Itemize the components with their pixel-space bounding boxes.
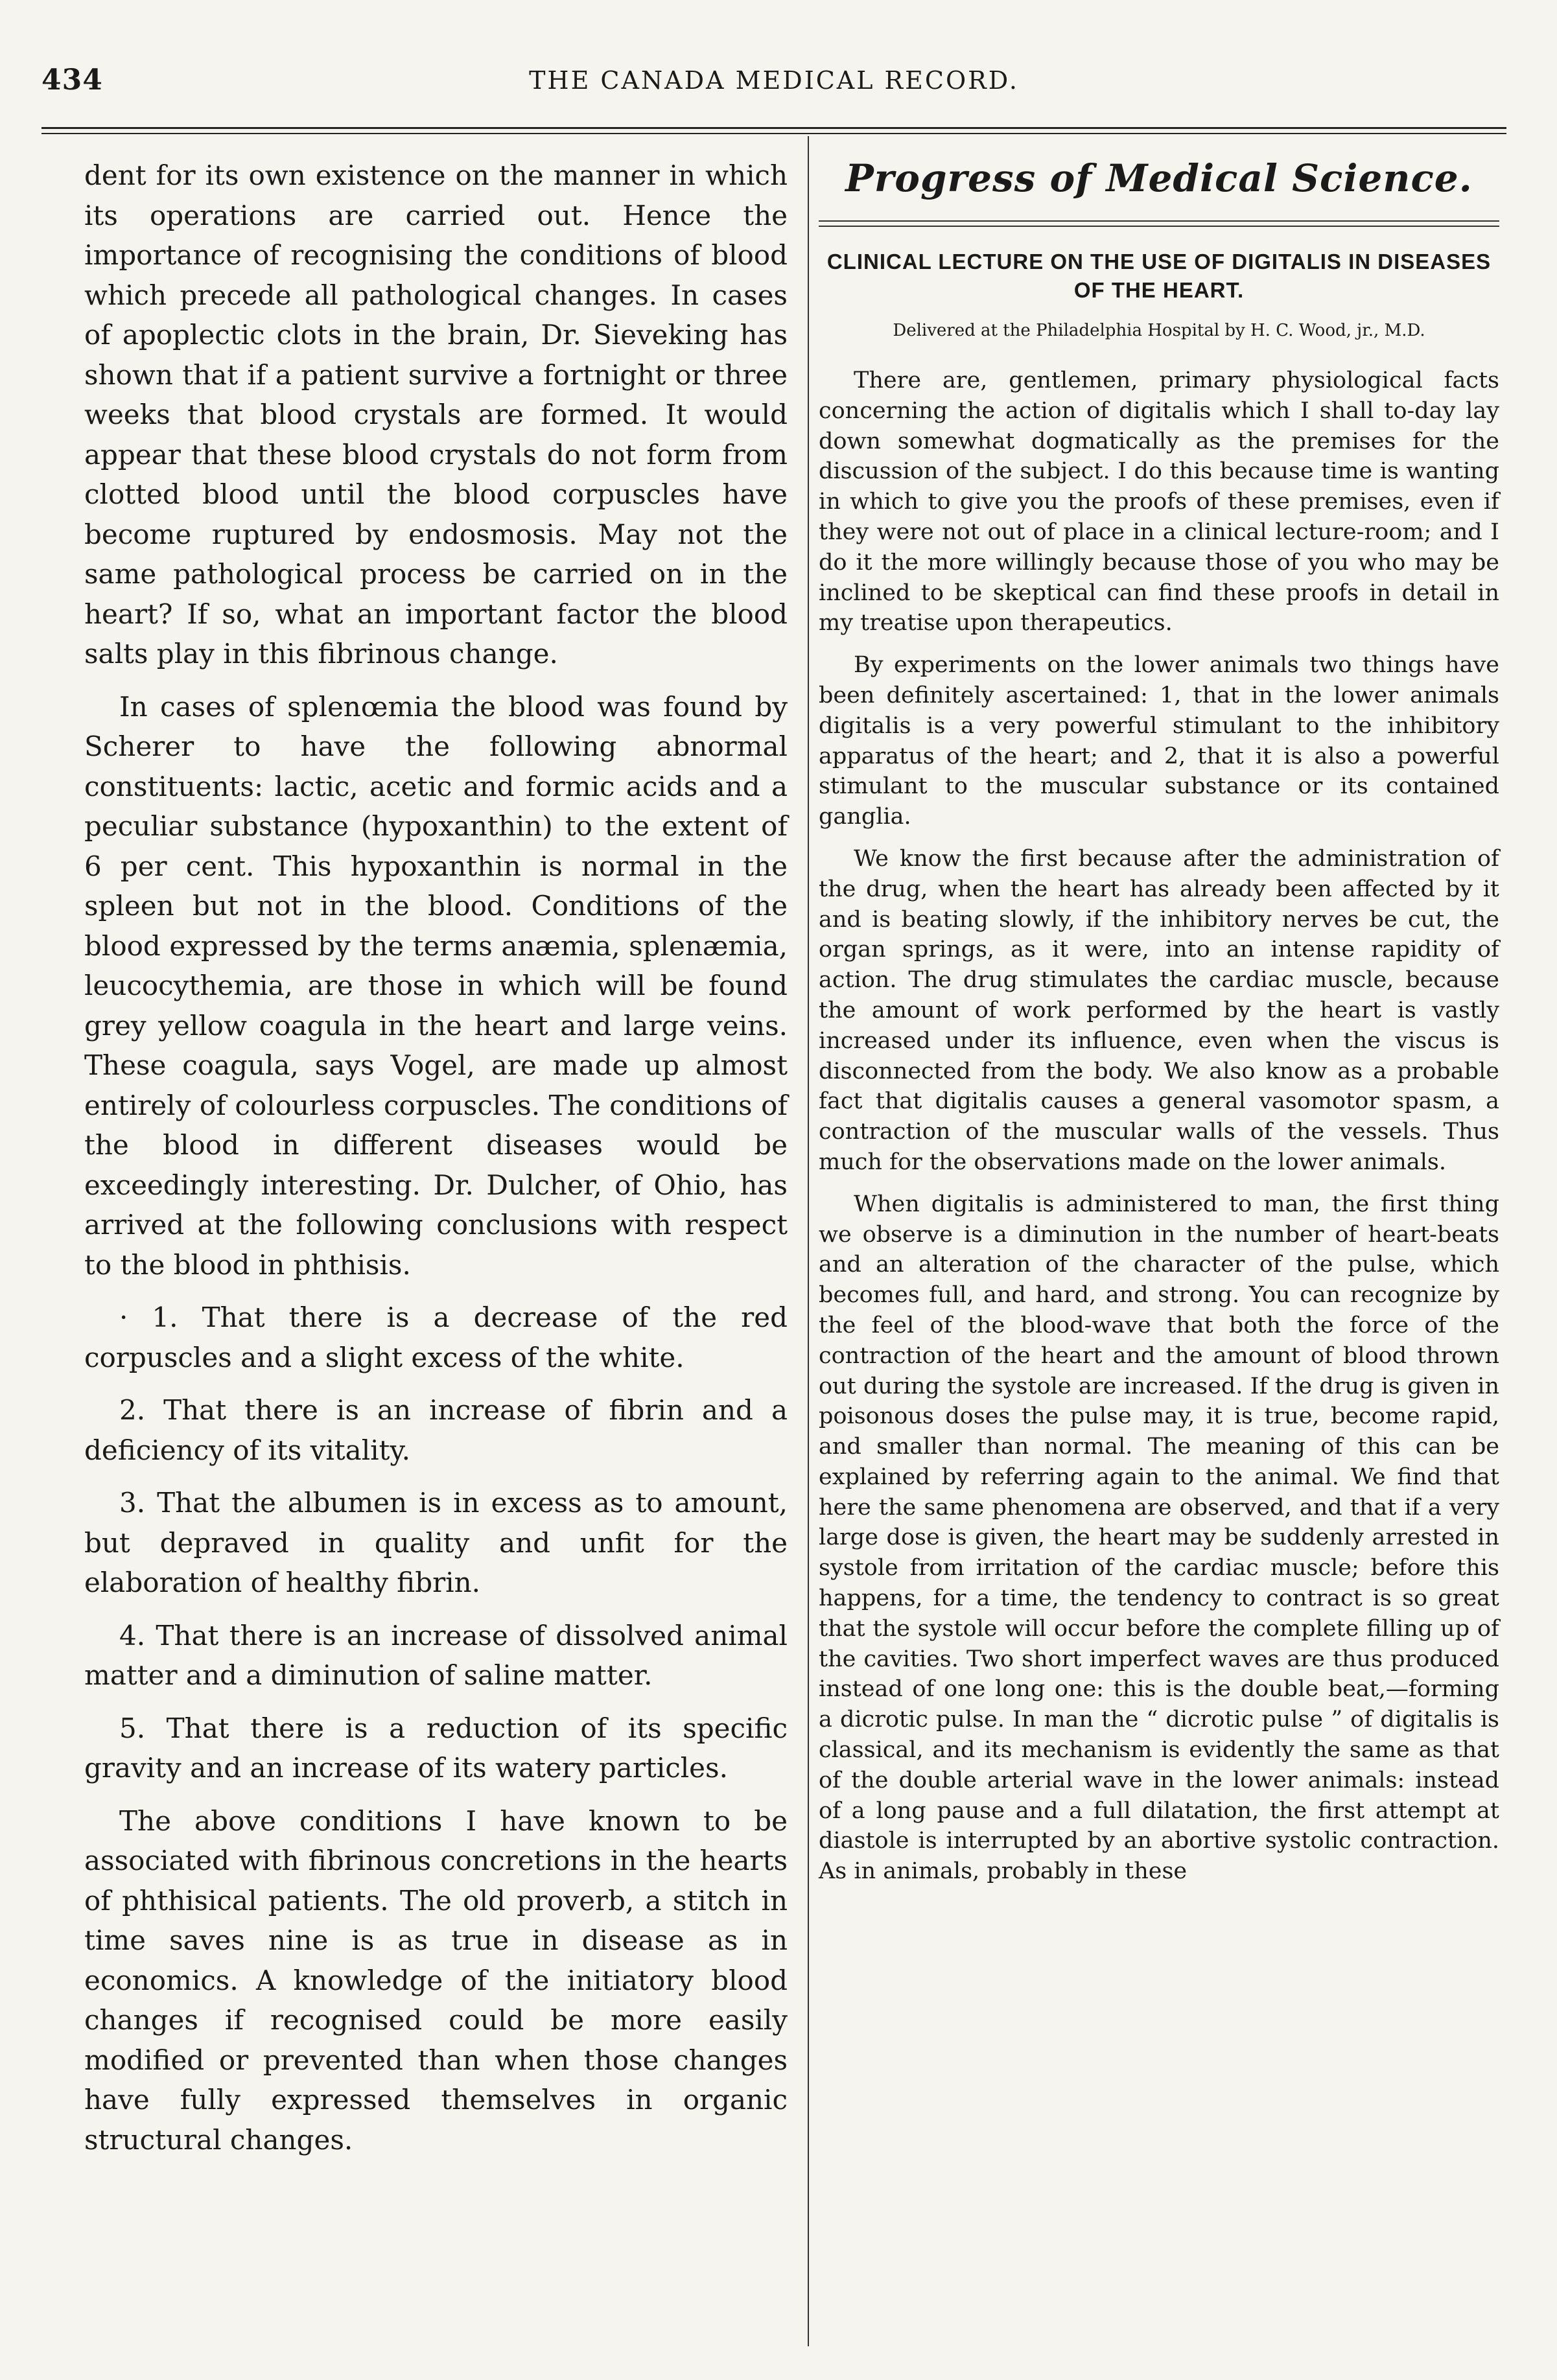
list-item: 4. That there is an increase of dissolved animal matter and a diminution of saline matter.	[84, 1619, 788, 1691]
list-item: · 1. That there is a decrease of the red corpuscles and a slight excess of the white.	[84, 1301, 788, 1373]
paragraph: By experiments on the lower animals two things have been definitely ascertained: 1, that in the lower animals digitalis is a very powerful stimulant to the inhibitory apparatus of the heart; and 2, that it is also a powerful stimulant to the muscular substance or its contained ganglia.	[819, 652, 1499, 830]
page-number: 434	[41, 64, 103, 97]
paragraph: When digitalis is administered to man, the first thing we observe is a diminution in the number of heart-beats and an alteration of the character of the pulse, which becomes full, and hard, and strong. You can recognize by the feel of the blood-wave that both the force of the contraction of the heart and the amount of blood thrown out during the systole are increased. If the drug is given in poisonous doses the pulse may, it is true, become rapid, and smaller than normal. The meaning of this can be explained by referring again to the animal. We find that here the same phenomena are observed, and that if a very large dose is given, the heart may be suddenly arrested in systole from irritation of the cardiac muscle; before this happens, for a time, the tendency to contract is so great that the systole will occur before the complete filling up of the cavities. Two short imperfect waves are thus produced instead of one long one: this is the double beat,—forming a dicrotic pulse. In man the “ dicrotic pulse ” of digitalis is classical, and its mechanism is evidently the same as that of the double arterial wave in the lower animals: instead of a long pause and a full dilatation, the first attempt at diastole is interrupted by an abortive systolic contraction. As in animals, probably in these	[819, 1191, 1499, 1885]
paragraph: We know the first because after the administration of the drug, when the heart has already been affected by it and is beating slowly, if the inhibitory nerves be cut, the organ springs, as it were, into an intense rapidity of action. The drug stimulates the cardiac muscle, because the amount of work performed by the heart is vastly increased under its influence, even when the viscus is disconnected from the body. We also know as a probable fact that digitalis causes a general vasomotor spasm, a contraction of the muscular walls of the vessels. Thus much for the observations made on the lower animals.	[819, 845, 1499, 1175]
journal-title: THE CANADA MEDICAL RECORD.	[529, 66, 1019, 95]
header-rule-bottom	[41, 133, 1506, 134]
paragraph: In cases of splenœmia the blood was found by Scherer to have the following abnormal constituents: lactic, acetic and formic acids and a peculiar substance (hypoxanthin) to the extent of 6 per cent. This hypoxanthin is normal in the spleen but not in the blood. Conditions of the blood expressed by the terms anæmia, splenæmia, leucocythemia, are those in which will be found grey yellow coagula in the heart and large veins. These coagula, says Vogel, are made up almost entirely of colourless corpuscles. The conditions of the blood in different diseases would be exceedingly interesting. Dr. Dulcher, of Ohio, has arrived at the following conclusions with respect to the blood in phthisis.	[84, 690, 788, 1281]
list-item: 5. That there is a reduction of its specific gravity and an increase of its watery particles.	[84, 1712, 788, 1784]
byline: Delivered at the Philadelphia Hospital by H. C. Wood, jr., M.D.	[893, 321, 1425, 340]
list-item: 3. That the albumen is in excess as to amount, but depraved in quality and unfit for the elaboration of healthy fibrin.	[84, 1487, 788, 1598]
section-rule	[819, 220, 1499, 222]
paragraph: dent for its own existence on the manner in which its operations are carried out. Hence the importance of recognising the conditions of blood which precede all pathological changes. In cases of apoplectic clots in the brain, Dr. Sieveking has shown that if a patient survive a fortnight or three weeks that blood crystals are formed. It would appear that these blood crystals do not form from clotted blood until the blood corpuscles have become ruptured by endosmosis. May not the same pathological process be carried on in the heart? If so, what an important factor the blood salts play in this fibrinous change.	[84, 159, 788, 670]
header-rule-top	[41, 127, 1506, 129]
column-divider	[808, 136, 809, 2346]
paragraph: There are, gentlemen, primary physiological facts concerning the action of digitalis which I shall to-day lay down somewhat dogmatically as the premises for the discussion of the subject. I do this because time is wanting in which to give you the proofs of these premises, even if they were not out of place in a clinical lecture-room; and I do it the more willingly because those of you who may be inclined to be skeptical can find these proofs in detail in my treatise upon therapeutics.	[819, 368, 1499, 636]
left-column	[84, 156, 788, 2160]
paragraph: The above conditions I have known to be associated with fibrinous concretions in the hearts of phthisical patients. The old proverb, a stitch in time saves nine is as true in disease as in economics. A knowledge of the initiatory blood changes if recognised could be more easily modified or prevented than when those changes have fully expressed themselves in organic structural changes.	[84, 1804, 788, 2156]
right-column	[819, 156, 1499, 1887]
running-head	[41, 64, 1506, 109]
section-rule	[819, 226, 1499, 227]
lecture-title: CLINICAL LECTURE ON THE USE OF DIGITALIS IN DISEASES OF THE HEART.	[826, 250, 1492, 302]
list-item: 2. That there is an increase of fibrin and a deficiency of its vitality.	[84, 1394, 788, 1466]
section-heading: Progress of Medical Science.	[845, 156, 1473, 200]
